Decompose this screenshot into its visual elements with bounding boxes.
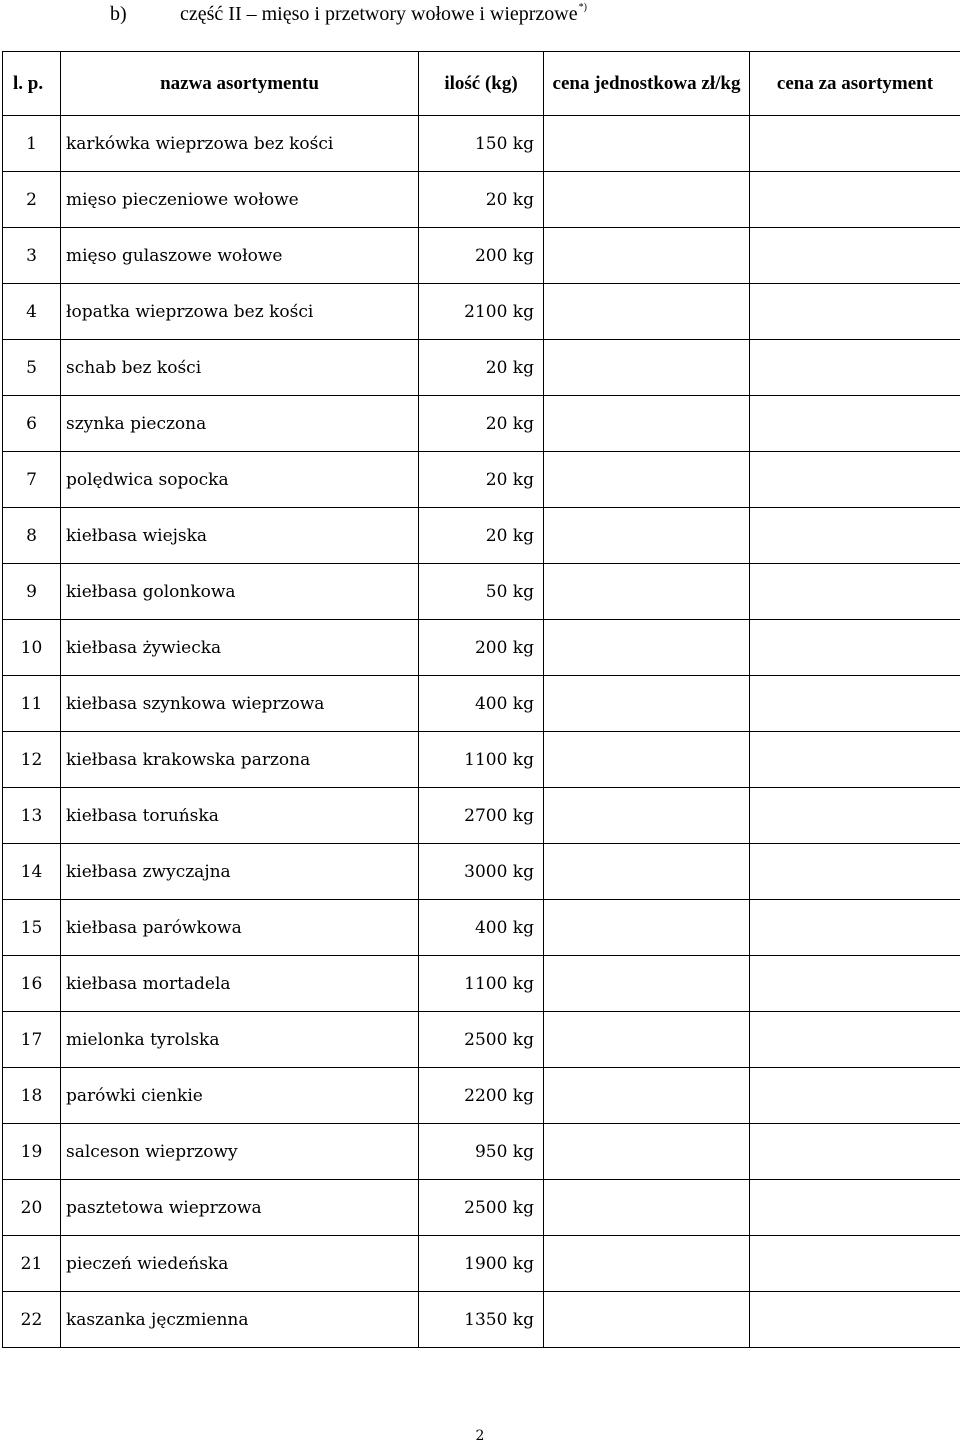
row-unit-price-cell[interactable] [544,1236,750,1292]
row-lp-cell: 9 [3,564,61,620]
section-title: część II – mięso i przetwory wołowe i wieprzowe [180,3,578,25]
header-lp: l. p. [3,52,61,116]
row-lp-cell: 11 [3,676,61,732]
row-unit-price-cell[interactable] [544,452,750,508]
row-unit-price-cell[interactable] [544,172,750,228]
row-lp-cell: 8 [3,508,61,564]
row-unit-price-cell[interactable] [544,844,750,900]
table-row [3,564,960,620]
row-name-cell: kiełbasa toruńska [61,788,419,844]
header-qty: ilość (kg) [419,52,544,116]
table-row [3,340,960,396]
table-row [3,396,960,452]
row-total-price-cell[interactable] [750,1012,960,1068]
table-row [3,1012,960,1068]
table-row [3,228,960,284]
footnote-mark: *) [578,2,587,13]
row-qty-cell: 1350 kg [419,1292,544,1348]
row-total-price-cell[interactable] [750,1292,960,1348]
row-qty-cell: 2200 kg [419,1068,544,1124]
row-lp-cell: 13 [3,788,61,844]
row-total-price-cell[interactable] [750,508,960,564]
row-qty-cell: 150 kg [419,116,544,172]
row-qty-cell: 1100 kg [419,732,544,788]
row-unit-price-cell[interactable] [544,1180,750,1236]
row-name-cell: schab bez kości [61,340,419,396]
row-qty-cell: 20 kg [419,396,544,452]
assortment-table [2,51,960,1348]
section-letter: b) [110,3,127,25]
row-total-price-cell[interactable] [750,284,960,340]
row-name-cell: polędwica sopocka [61,452,419,508]
row-qty-cell: 2700 kg [419,788,544,844]
header-name: nazwa asortymentu [61,52,419,116]
row-name-cell: kiełbasa parówkowa [61,900,419,956]
row-qty-cell: 950 kg [419,1124,544,1180]
row-qty-cell: 200 kg [419,228,544,284]
row-lp-cell: 2 [3,172,61,228]
table-row [3,172,960,228]
row-qty-cell: 20 kg [419,508,544,564]
row-qty-cell: 20 kg [419,340,544,396]
row-total-price-cell[interactable] [750,788,960,844]
row-name-cell: szynka pieczona [61,396,419,452]
row-unit-price-cell[interactable] [544,900,750,956]
row-qty-cell: 1900 kg [419,1236,544,1292]
table-row [3,956,960,1012]
table-row [3,1180,960,1236]
row-unit-price-cell[interactable] [544,284,750,340]
row-qty-cell: 200 kg [419,620,544,676]
page-number: 2 [475,1428,485,1444]
row-unit-price-cell[interactable] [544,1012,750,1068]
row-unit-price-cell[interactable] [544,956,750,1012]
row-unit-price-cell[interactable] [544,340,750,396]
row-total-price-cell[interactable] [750,732,960,788]
row-qty-cell: 1100 kg [419,956,544,1012]
row-qty-cell: 400 kg [419,676,544,732]
row-name-cell: kiełbasa krakowska parzona [61,732,419,788]
row-total-price-cell[interactable] [750,116,960,172]
row-lp-cell: 5 [3,340,61,396]
row-unit-price-cell[interactable] [544,1124,750,1180]
row-lp-cell: 4 [3,284,61,340]
table-row [3,284,960,340]
row-name-cell: kiełbasa mortadela [61,956,419,1012]
row-unit-price-cell[interactable] [544,620,750,676]
row-total-price-cell[interactable] [750,1180,960,1236]
table-row [3,788,960,844]
table-row [3,116,960,172]
row-lp-cell: 12 [3,732,61,788]
header-unit-price: cena jednostkowa zł/kg [544,52,750,116]
row-lp-cell: 21 [3,1236,61,1292]
row-lp-cell: 1 [3,116,61,172]
table-row [3,1292,960,1348]
table-row [3,508,960,564]
row-lp-cell: 19 [3,1124,61,1180]
row-qty-cell: 50 kg [419,564,544,620]
row-name-cell: łopatka wieprzowa bez kości [61,284,419,340]
row-qty-cell: 2100 kg [419,284,544,340]
row-total-price-cell[interactable] [750,676,960,732]
row-total-price-cell[interactable] [750,564,960,620]
table-row [3,732,960,788]
row-total-price-cell[interactable] [750,620,960,676]
row-name-cell: kiełbasa szynkowa wieprzowa [61,676,419,732]
row-name-cell: pasztetowa wieprzowa [61,1180,419,1236]
row-unit-price-cell[interactable] [544,788,750,844]
row-unit-price-cell[interactable] [544,564,750,620]
row-name-cell: mięso pieczeniowe wołowe [61,172,419,228]
table-row [3,676,960,732]
row-total-price-cell[interactable] [750,172,960,228]
row-unit-price-cell[interactable] [544,396,750,452]
row-total-price-cell[interactable] [750,1068,960,1124]
table-row [3,1068,960,1124]
row-total-price-cell[interactable] [750,452,960,508]
row-lp-cell: 16 [3,956,61,1012]
row-total-price-cell[interactable] [750,956,960,1012]
row-total-price-cell[interactable] [750,844,960,900]
row-unit-price-cell[interactable] [544,1292,750,1348]
row-name-cell: kiełbasa wiejska [61,508,419,564]
row-total-price-cell[interactable] [750,1236,960,1292]
row-lp-cell: 14 [3,844,61,900]
row-name-cell: kiełbasa zwyczajna [61,844,419,900]
row-lp-cell: 7 [3,452,61,508]
row-name-cell: kiełbasa żywiecka [61,620,419,676]
row-lp-cell: 22 [3,1292,61,1348]
row-unit-price-cell[interactable] [544,228,750,284]
row-unit-price-cell[interactable] [544,116,750,172]
table-row [3,900,960,956]
row-name-cell: kaszanka jęczmienna [61,1292,419,1348]
row-name-cell: salceson wieprzowy [61,1124,419,1180]
header-total-price: cena za asortyment [750,52,960,116]
row-total-price-cell[interactable] [750,396,960,452]
row-name-cell: parówki cienkie [61,1068,419,1124]
row-qty-cell: 3000 kg [419,844,544,900]
row-unit-price-cell[interactable] [544,1068,750,1124]
row-total-price-cell[interactable] [750,228,960,284]
row-name-cell: pieczeń wiedeńska [61,1236,419,1292]
row-lp-cell: 20 [3,1180,61,1236]
row-total-price-cell[interactable] [750,900,960,956]
row-lp-cell: 6 [3,396,61,452]
table-row [3,1124,960,1180]
row-total-price-cell[interactable] [750,340,960,396]
table-row [3,844,960,900]
row-qty-cell: 20 kg [419,452,544,508]
row-lp-cell: 3 [3,228,61,284]
row-lp-cell: 18 [3,1068,61,1124]
row-name-cell: kiełbasa golonkowa [61,564,419,620]
row-lp-cell: 10 [3,620,61,676]
row-name-cell: mielonka tyrolska [61,1012,419,1068]
table-body [3,116,960,1348]
row-lp-cell: 17 [3,1012,61,1068]
row-qty-cell: 2500 kg [419,1180,544,1236]
row-lp-cell: 15 [3,900,61,956]
row-qty-cell: 2500 kg [419,1012,544,1068]
row-total-price-cell[interactable] [750,1124,960,1180]
row-unit-price-cell[interactable] [544,508,750,564]
row-name-cell: mięso gulaszowe wołowe [61,228,419,284]
table-row [3,1236,960,1292]
row-qty-cell: 400 kg [419,900,544,956]
row-unit-price-cell[interactable] [544,676,750,732]
row-qty-cell: 20 kg [419,172,544,228]
section-heading [110,2,587,26]
table-row [3,452,960,508]
table-row [3,620,960,676]
table-header-row [3,52,960,116]
row-unit-price-cell[interactable] [544,732,750,788]
row-name-cell: karkówka wieprzowa bez kości [61,116,419,172]
